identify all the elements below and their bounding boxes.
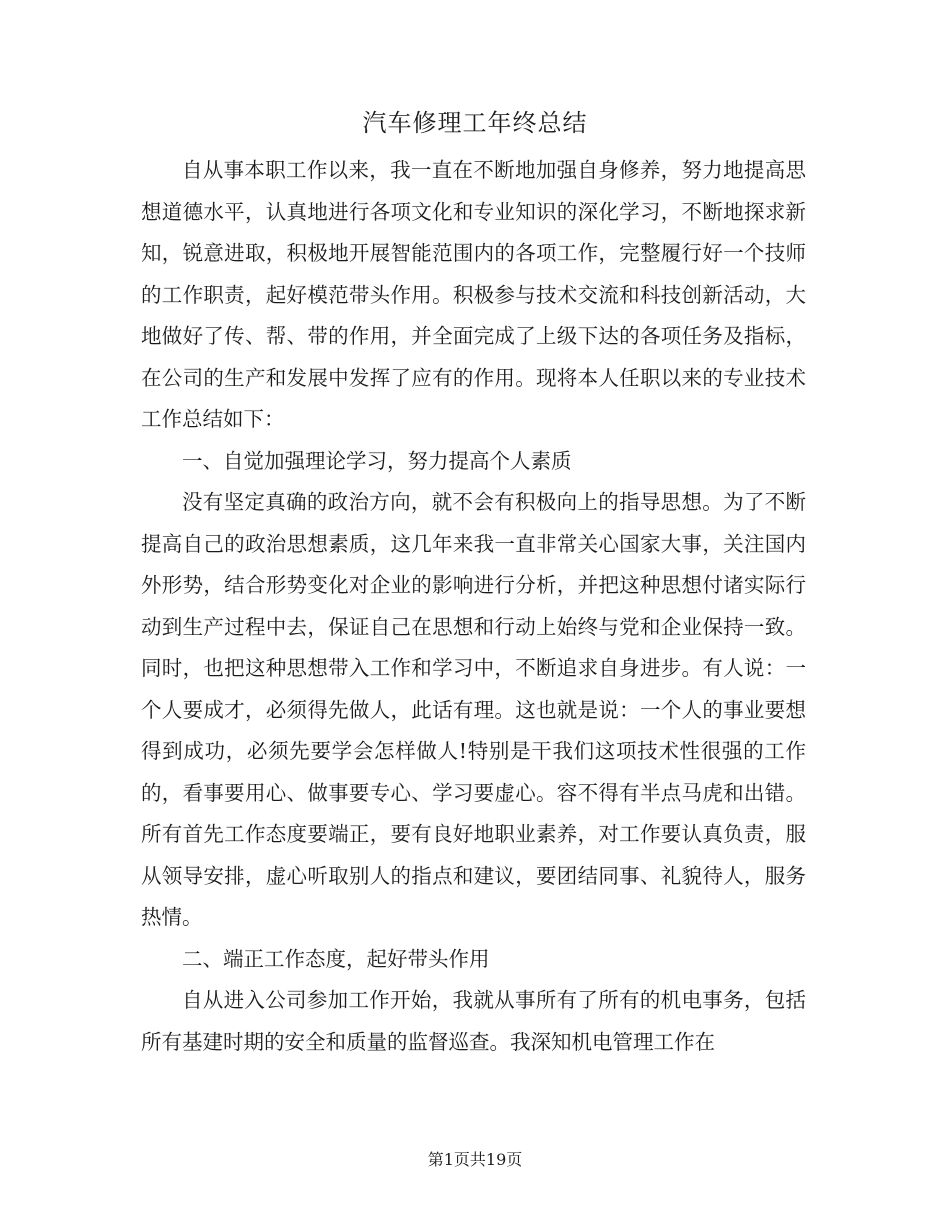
page-number-footer: 第1页共19页 [427, 1150, 523, 1169]
paragraph-section-2: 自从进入公司参加工作开始，我就从事所有了所有的机电事务，包括所有基建时期的安全和质量的监督巡查。我深知机电管理工作在 [141, 988, 806, 1054]
document-body [141, 150, 806, 1063]
paragraph-intro: 自从事本职工作以来，我一直在不断地加强自身修养，努力地提高思想道德水平，认真地进行各项文化和专业知识的深化学习，不断地探求新知，锐意进取，积极地开展智能范围内的各项工作，完整履行好一个技师的工作职责，起好模范带头作用。积极参与技术交流和科技创新活动，大地做好了传、帮、带的作用，并全面完成了上级下达的各项任务及指标，在公司的生产和发展中发挥了应有的作用。现将本人任职以来的专业技术工作总结如下： [141, 158, 806, 431]
paragraph-section-1: 没有坚定真确的政治方向，就不会有积极向上的指导思想。为了不断提高自己的政治思想素质，这几年来我一直非常关心国家大事，关注国内外形势，结合形势变化对企业的影响进行分析，并把这种思想付诸实际行动到生产过程中去，保证自己在思想和行动上始终与党和企业保持一致。同时，也把这种思想带入工作和学习中，不断追求自身进步。有人说：一个人要成才，必须得先做人，此话有理。这也就是说：一个人的事业要想得到成功，必须先要学会怎样做人!特别是干我们这项技术性很强的工作的，看事要用心、做事要专心、学习要虚心。容不得有半点马虎和出错。所有首先工作态度要端正，要有良好地职业素养，对工作要认真负责，服从领导安排，虚心听取别人的指点和建议，要团结同事、礼貌待人，服务热情。 [141, 490, 806, 929]
section-heading-2: 二、端正工作态度，起好带头作用 [182, 946, 490, 971]
document-title: 汽车修理工年终总结 [362, 109, 588, 137]
section-heading-1: 一、自觉加强理论学习，努力提高个人素质 [182, 448, 572, 473]
